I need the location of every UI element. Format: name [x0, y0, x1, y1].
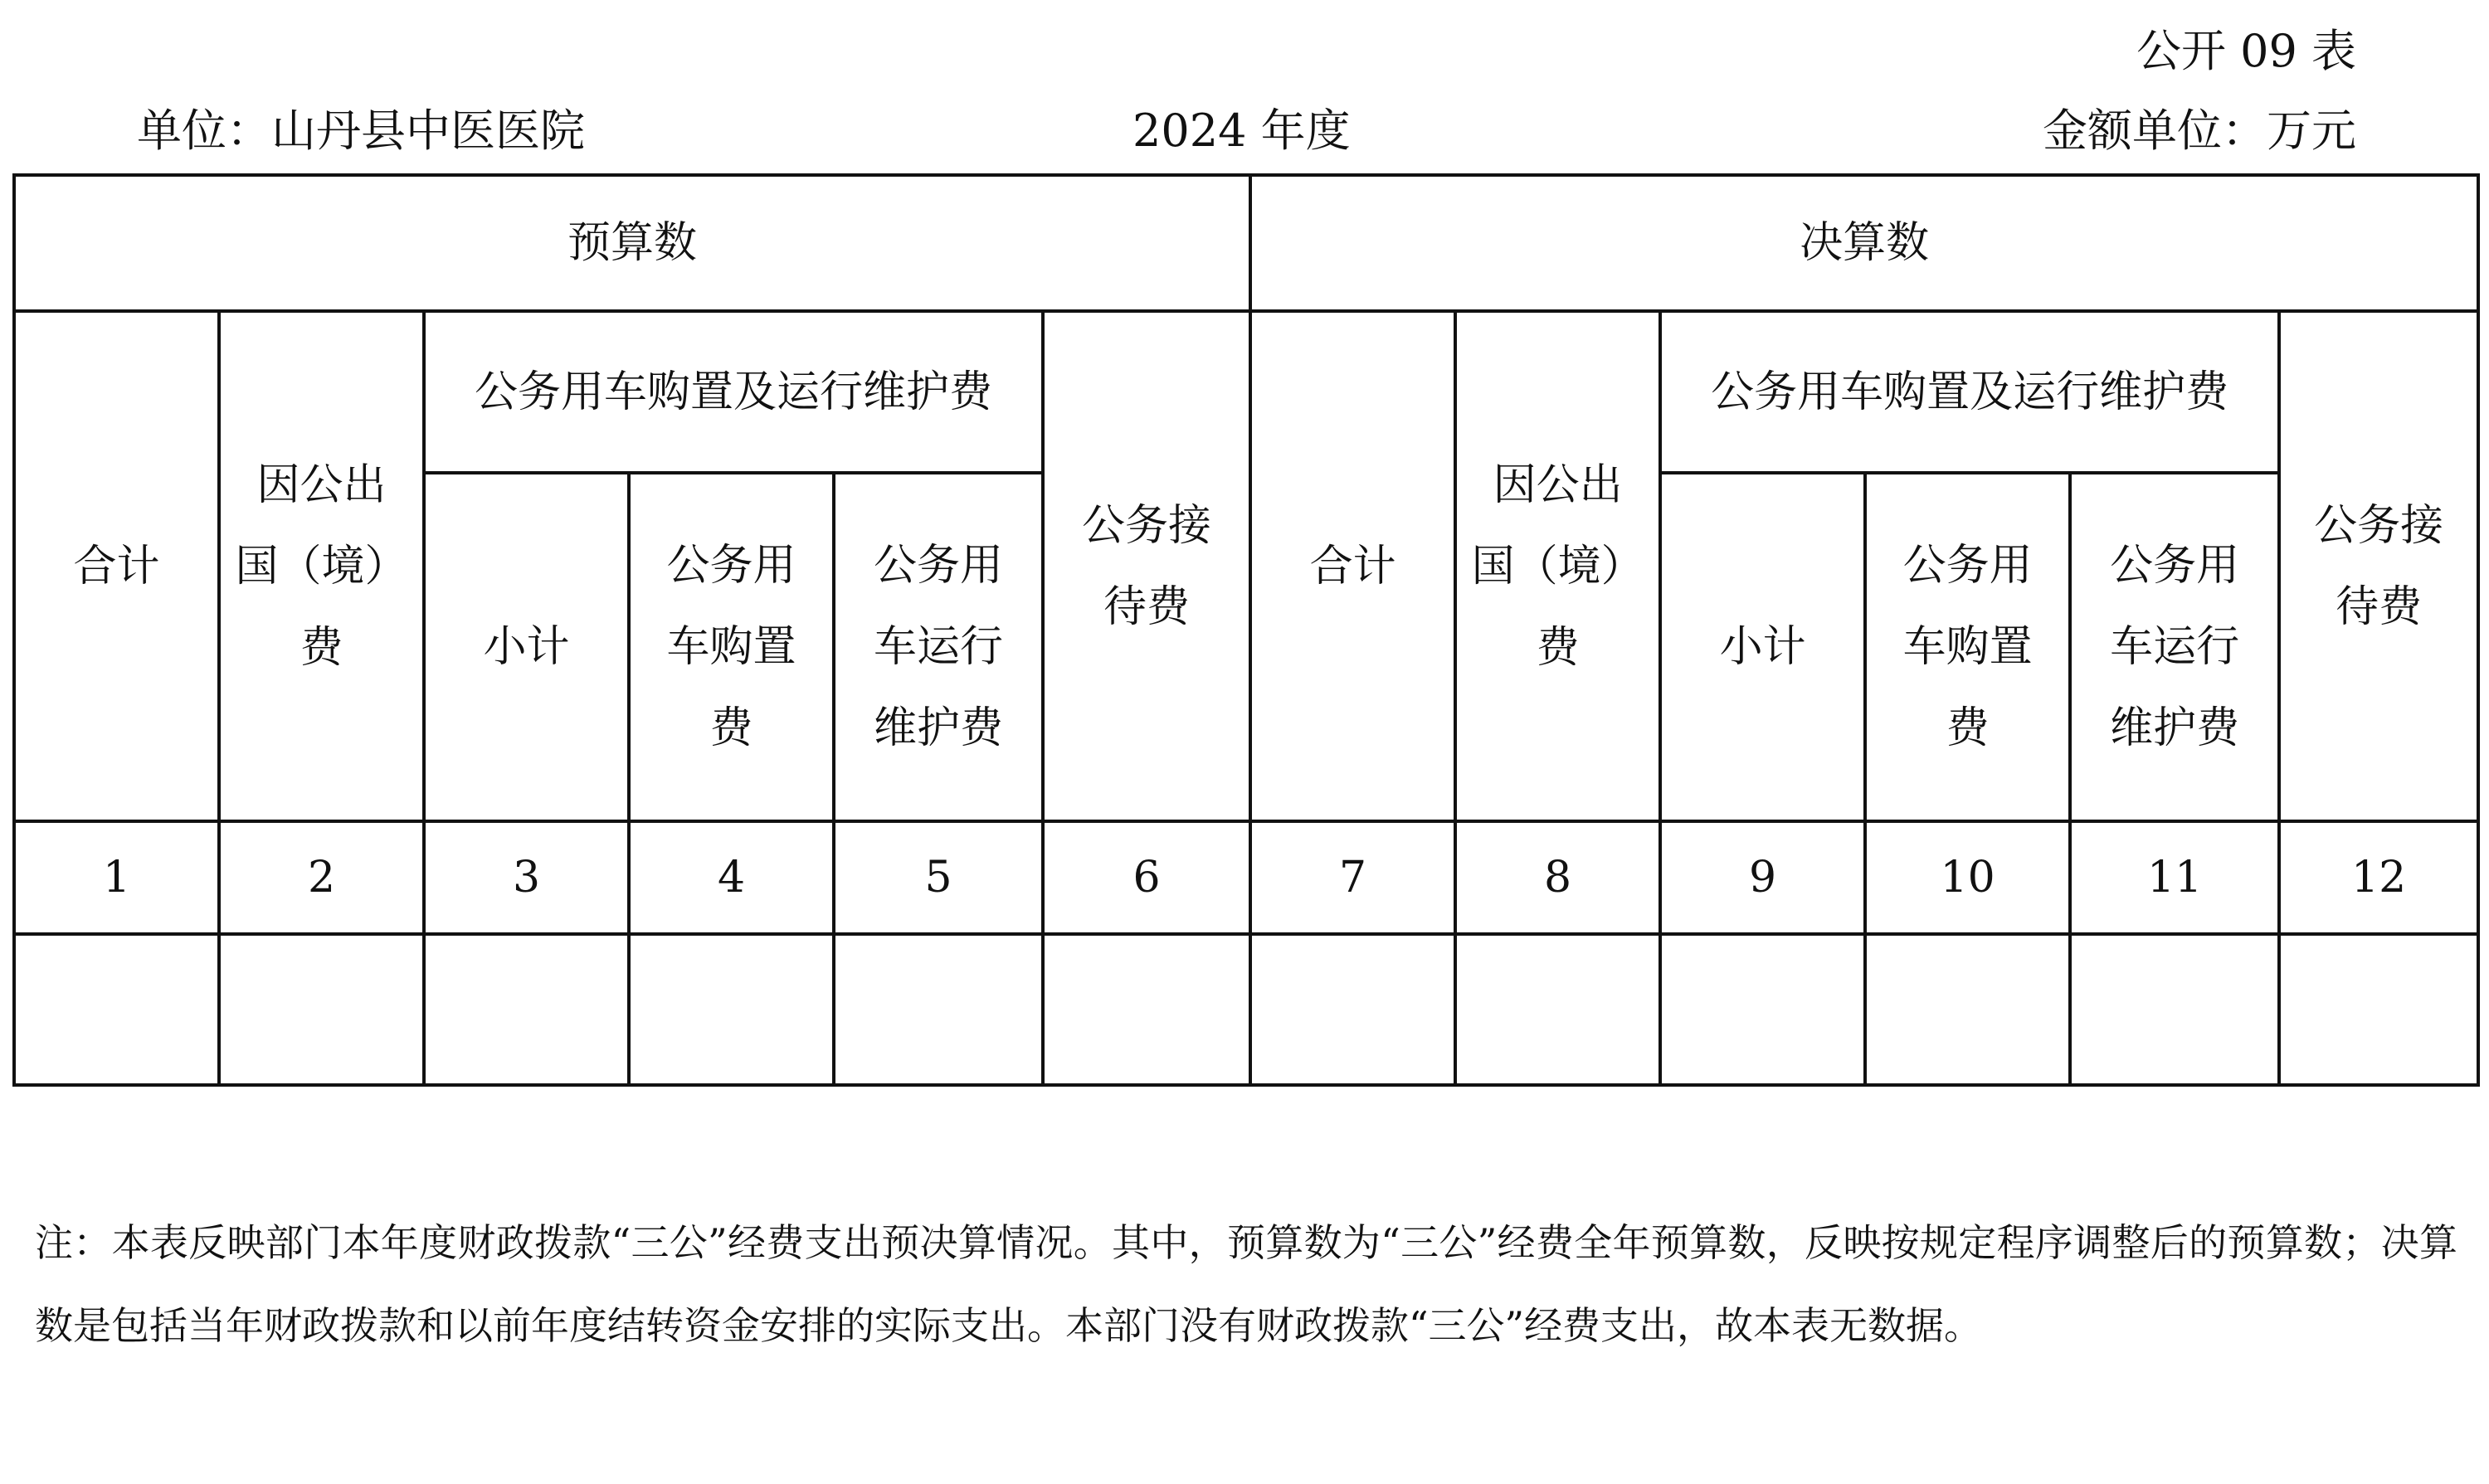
- column-number-cell: 1: [14, 821, 219, 934]
- column-number-cell: 2: [219, 821, 424, 934]
- sub-header-row: [14, 311, 2478, 473]
- budget-abroad-header: 因公出 国（境） 费: [219, 311, 424, 821]
- column-number-cell: 10: [1865, 821, 2070, 934]
- currency-unit-label: 金额单位：万元: [2043, 105, 2356, 157]
- data-cell: [219, 934, 424, 1085]
- budget-vehicle-operation-header: 公务用 车运行 维护费: [834, 473, 1043, 821]
- column-number-cell: 5: [834, 821, 1043, 934]
- data-cell: [629, 934, 834, 1085]
- data-cell: [14, 934, 219, 1085]
- form-number: 公开 09 表: [2136, 25, 2356, 77]
- data-cell: [1250, 934, 1455, 1085]
- data-cell: [1455, 934, 1660, 1085]
- budget-vehicle-purchase-header: 公务用 车购置 费: [629, 473, 834, 821]
- final-header: 决算数: [1250, 175, 2478, 311]
- budget-final-table: [12, 173, 2480, 1087]
- final-reception-header: 公务接 待费: [2279, 311, 2478, 821]
- data-cell: [1043, 934, 1250, 1085]
- column-number-cell: 6: [1043, 821, 1250, 934]
- data-cell: [834, 934, 1043, 1085]
- final-abroad-header: 因公出 国（境） 费: [1455, 311, 1660, 821]
- budget-subtotal-header: 小计: [424, 473, 629, 821]
- column-number-cell: 8: [1455, 821, 1660, 934]
- final-vehicle-purchase-header: 公务用 车购置 费: [1865, 473, 2070, 821]
- data-cell: [2279, 934, 2478, 1085]
- budget-reception-header: 公务接 待费: [1043, 311, 1250, 821]
- column-number-cell: 3: [424, 821, 629, 934]
- budget-header: 预算数: [14, 175, 1250, 311]
- table-note: 注：本表反映部门本年度财政拨款“三公”经费支出预决算情况。其中，预算数为“三公”经费全年预算数，反映按规定程序调整后的预算数；决算数是包括当年财政拨款和以前年度结转资金安排的实际支出。本部门没有财政拨款“三公”经费支出，故本表无数据。: [35, 1220, 2457, 1348]
- unit-label: 单位：山丹县中医医院: [137, 105, 585, 157]
- column-number-row: [14, 821, 2478, 934]
- data-cell: [1660, 934, 1865, 1085]
- data-row: [14, 934, 2478, 1085]
- group-header-row: [14, 175, 2478, 311]
- column-number-cell: 12: [2279, 821, 2478, 934]
- final-vehicle-group-header: 公务用车购置及运行维护费: [1660, 311, 2279, 473]
- column-number-cell: 4: [629, 821, 834, 934]
- budget-vehicle-group-header: 公务用车购置及运行维护费: [424, 311, 1043, 473]
- data-cell: [424, 934, 629, 1085]
- data-cell: [2070, 934, 2279, 1085]
- final-vehicle-operation-header: 公务用 车运行 维护费: [2070, 473, 2279, 821]
- year-label: 2024 年度: [1132, 105, 1351, 157]
- data-cell: [1865, 934, 2070, 1085]
- budget-total-header: 合计: [14, 311, 219, 821]
- column-number-cell: 9: [1660, 821, 1865, 934]
- three-public-expenses-table: [12, 173, 2477, 1087]
- column-number-cell: 11: [2070, 821, 2279, 934]
- final-total-header: 合计: [1250, 311, 1455, 821]
- column-number-cell: 7: [1250, 821, 1455, 934]
- final-subtotal-header: 小计: [1660, 473, 1865, 821]
